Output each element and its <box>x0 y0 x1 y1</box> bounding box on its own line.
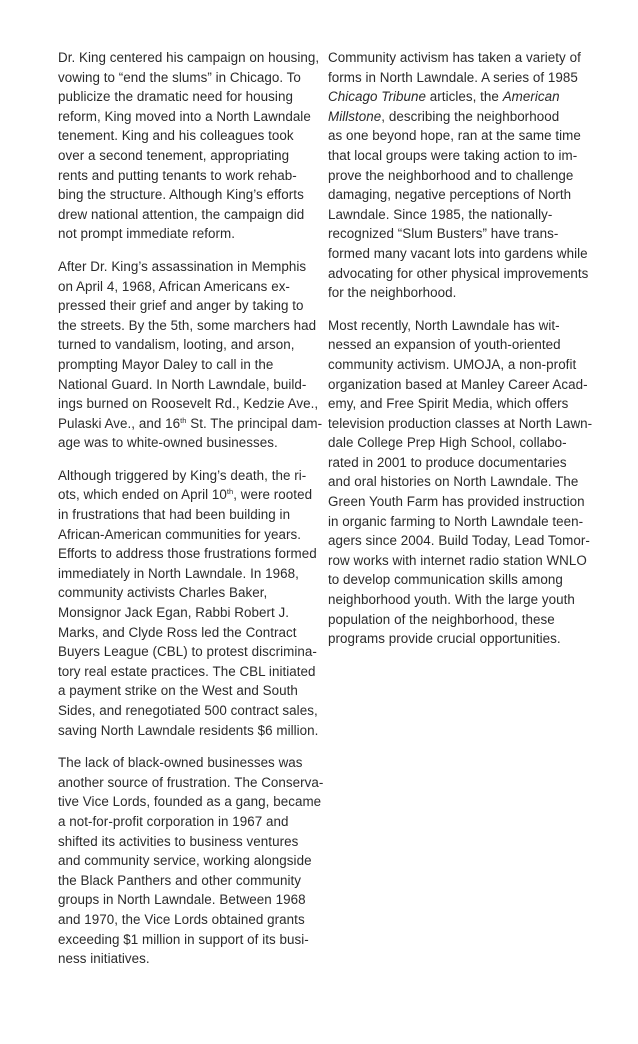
text-segment: row works with internet radio station WNLO <box>328 552 587 568</box>
text-segment: Lawndale. Since 1985, the nationally- <box>328 206 553 222</box>
text-segment: not prompt immediate reform. <box>58 226 236 242</box>
text-segment: Marks, and Clyde Ross led the Contract <box>58 624 297 640</box>
text-segment: a not-for-profit corporation in 1967 and <box>58 813 289 829</box>
text-segment: another source of frustration. The Conserva- <box>58 774 324 790</box>
text-line <box>328 48 580 68</box>
text-line <box>328 590 580 610</box>
text-line <box>58 773 324 793</box>
text-segment: , describing the neighborhood <box>381 108 560 124</box>
text-segment: Efforts to address those frustrations formed <box>58 546 317 562</box>
text-line <box>58 224 310 244</box>
text-line <box>328 283 580 303</box>
text-segment: tive Vice Lords, founded as a gang, became <box>58 794 322 810</box>
italic-title: Chicago Tribune <box>328 89 427 105</box>
text-line <box>58 335 310 355</box>
text-segment: saving North Lawndale residents $6 million. <box>58 722 319 738</box>
text-line <box>58 910 310 930</box>
text-segment: emy, and Free Spirit Media, which offers <box>328 396 569 412</box>
text-segment: recognized “Slum Busters” have trans- <box>328 226 559 242</box>
text-segment: Sides, and renegotiated 500 contract sales, <box>58 703 318 718</box>
text-line <box>328 87 580 107</box>
text-segment: reform, King moved into a North Lawndale <box>58 108 311 124</box>
text-line <box>328 126 580 146</box>
text-segment: ings burned on Roosevelt Rd., Kedzie Ave., <box>58 396 319 412</box>
text-segment: bing the structure. Although King’s efforts <box>58 187 304 203</box>
text-line <box>58 949 310 969</box>
left-column <box>58 48 324 982</box>
ordinal-superscript: th <box>226 487 234 497</box>
text-line <box>58 146 310 166</box>
text-line <box>58 721 319 741</box>
text-line <box>58 544 317 564</box>
text-segment: Although triggered by King’s death, the ri- <box>58 467 307 483</box>
text-segment: groups in North Lawndale. Between 1968 <box>58 892 306 908</box>
text-segment: population of the neighborhood, these <box>328 611 555 627</box>
text-line <box>58 890 310 910</box>
text-line <box>328 316 580 336</box>
text-line <box>58 355 310 375</box>
text-line <box>328 205 580 225</box>
text-line <box>328 512 584 532</box>
text-line <box>328 551 587 571</box>
text-line <box>328 355 580 375</box>
text-line <box>58 414 323 434</box>
text-line <box>58 87 310 107</box>
text-line <box>328 433 580 453</box>
text-line <box>58 792 322 812</box>
text-line <box>58 623 310 643</box>
text-segment: community activism. UMOJA, a non-profit <box>328 356 577 372</box>
text-segment: immediately in North Lawndale. In 1968, <box>58 565 299 581</box>
text-segment: drew national attention, the campaign did <box>58 206 305 222</box>
text-line <box>328 185 580 205</box>
text-line <box>58 126 310 146</box>
text-line <box>328 166 580 186</box>
paragraph <box>328 48 589 303</box>
text-line <box>58 316 317 336</box>
text-line <box>58 681 310 701</box>
text-segment: turned to vandalism, looting, and arson, <box>58 337 295 353</box>
text-segment: in organic farming to North Lawndale teen- <box>328 513 584 529</box>
text-segment: publicize the dramatic need for housing <box>58 89 293 105</box>
text-segment: prove the neighborhood and to challenge <box>328 167 574 183</box>
text-segment: as one beyond hope, ran at the same time <box>328 128 581 144</box>
text-line <box>58 662 316 682</box>
text-segment: African-American communities for years. <box>58 526 302 542</box>
text-line <box>58 812 310 832</box>
text-segment: National Guard. In North Lawndale, build- <box>58 376 307 392</box>
text-segment: Buyers League (CBL) to protest discrimina- <box>58 644 317 660</box>
text-line <box>328 68 580 88</box>
text-line <box>58 205 310 225</box>
text-line <box>328 375 588 395</box>
text-line <box>58 375 310 395</box>
text-segment: neighborhood youth. With the large youth <box>328 592 575 608</box>
text-line <box>58 642 317 662</box>
text-segment: Most recently, North Lawndale has wit- <box>328 317 560 333</box>
text-line <box>328 570 580 590</box>
text-line <box>328 453 580 473</box>
text-segment: St. The principal dam- <box>186 415 323 431</box>
text-line <box>328 146 580 166</box>
text-segment: pressed their grief and anger by taking to <box>58 298 304 314</box>
text-segment: in frustrations that had been building in <box>58 507 291 523</box>
paragraph <box>58 257 323 453</box>
text-line <box>328 107 580 127</box>
text-segment: rated in 2001 to produce documentaries <box>328 454 567 470</box>
paragraph <box>328 316 593 649</box>
text-segment: television production classes at North Lawn- <box>328 415 593 431</box>
text-segment: nessed an expansion of youth-oriented <box>328 337 561 353</box>
text-segment: organization based at Manley Career Acad- <box>328 376 588 392</box>
italic-title: Millstone <box>328 108 382 124</box>
text-segment: agers since 2004. Build Today, Lead Tomor- <box>328 533 590 549</box>
text-segment: over a second tenement, appropriating <box>58 147 290 163</box>
text-segment: Pulaski Ave., and 16 <box>58 415 181 431</box>
text-line <box>58 505 310 525</box>
text-segment: forms in North Lawndale. A series of 1985 <box>328 69 578 85</box>
paragraph <box>58 466 319 740</box>
text-segment: age was to white-owned businesses. <box>58 435 278 451</box>
text-segment: Monsignor Jack Egan, Rabbi Robert J. <box>58 605 290 621</box>
text-segment: and 1970, the Vice Lords obtained grants <box>58 911 305 927</box>
text-line <box>328 335 580 355</box>
text-segment: that local groups were taking action to im- <box>328 147 578 163</box>
text-segment: vowing to “end the slums” in Chicago. To <box>58 69 301 85</box>
text-line <box>58 68 310 88</box>
text-line <box>58 296 310 316</box>
text-segment: dale College Prep High School, collabo- <box>328 435 567 451</box>
text-line <box>58 603 310 623</box>
text-line <box>58 394 319 414</box>
text-line <box>58 257 310 277</box>
text-line <box>328 629 580 649</box>
text-segment: ness initiatives. <box>58 951 150 967</box>
text-segment: After Dr. King’s assassination in Memphis <box>58 258 307 274</box>
ordinal-superscript: th <box>180 415 187 425</box>
text-line <box>328 531 590 551</box>
paragraph <box>58 48 320 244</box>
text-line <box>58 871 310 891</box>
text-segment: the Black Panthers and other community <box>58 872 302 888</box>
text-line <box>58 930 310 950</box>
text-segment: The lack of black-owned businesses was <box>58 755 303 771</box>
text-segment: prompting Mayor Daley to call in the <box>58 356 274 372</box>
text-segment: for the neighborhood. <box>328 285 457 301</box>
text-line <box>328 224 580 244</box>
text-segment: and community service, working alongside <box>58 853 312 869</box>
text-line <box>328 492 585 512</box>
text-line <box>328 472 580 492</box>
text-segment: a payment strike on the West and South <box>58 683 298 699</box>
text-line <box>58 525 310 545</box>
text-line <box>58 433 310 453</box>
text-segment: rents and putting tenants to work rehab- <box>58 167 297 183</box>
text-segment: formed many vacant lots into gardens while <box>328 245 588 261</box>
text-segment: tenement. King and his colleagues took <box>58 128 294 144</box>
text-line <box>58 166 310 186</box>
text-segment: articles, the <box>426 89 503 105</box>
text-line <box>58 48 320 68</box>
text-segment: damaging, negative perceptions of North <box>328 187 572 203</box>
text-segment: programs provide crucial opportunities. <box>328 631 561 647</box>
text-segment: the streets. By the 5th, some marchers had <box>58 317 317 333</box>
text-line <box>58 583 310 603</box>
text-line <box>328 414 593 434</box>
text-line <box>58 466 310 486</box>
text-line <box>58 564 310 584</box>
text-line <box>328 394 580 414</box>
text-segment: on April 4, 1968, African Americans ex- <box>58 278 290 294</box>
text-segment: Dr. King centered his campaign on housing, <box>58 50 320 65</box>
text-segment: shifted its activities to business ventures <box>58 833 299 849</box>
text-segment: , were rooted <box>233 487 313 503</box>
text-line <box>58 753 310 773</box>
text-segment: Green Youth Farm has provided instruction <box>328 494 585 510</box>
text-segment: Community activism has taken a variety of <box>328 50 581 65</box>
text-line <box>58 832 310 852</box>
paragraph <box>58 753 324 969</box>
right-column <box>328 48 593 662</box>
text-segment: exceeding $1 million in support of its busi- <box>58 931 309 947</box>
italic-title: American <box>502 89 560 105</box>
text-line <box>328 610 580 630</box>
text-line <box>58 701 318 721</box>
text-segment: to develop communication skills among <box>328 572 563 588</box>
text-line <box>328 264 589 284</box>
text-line <box>58 277 310 297</box>
text-segment: tory real estate practices. The CBL initiated <box>58 663 316 679</box>
text-line <box>58 185 310 205</box>
text-segment: and oral histories on North Lawndale. The <box>328 474 579 490</box>
text-line <box>328 244 588 264</box>
text-line <box>58 485 313 505</box>
text-line <box>58 107 310 127</box>
text-segment: advocating for other physical improvements <box>328 265 589 281</box>
text-segment: community activists Charles Baker, <box>58 585 268 601</box>
text-line <box>58 851 310 871</box>
text-segment: ots, which ended on April 10 <box>58 487 227 503</box>
